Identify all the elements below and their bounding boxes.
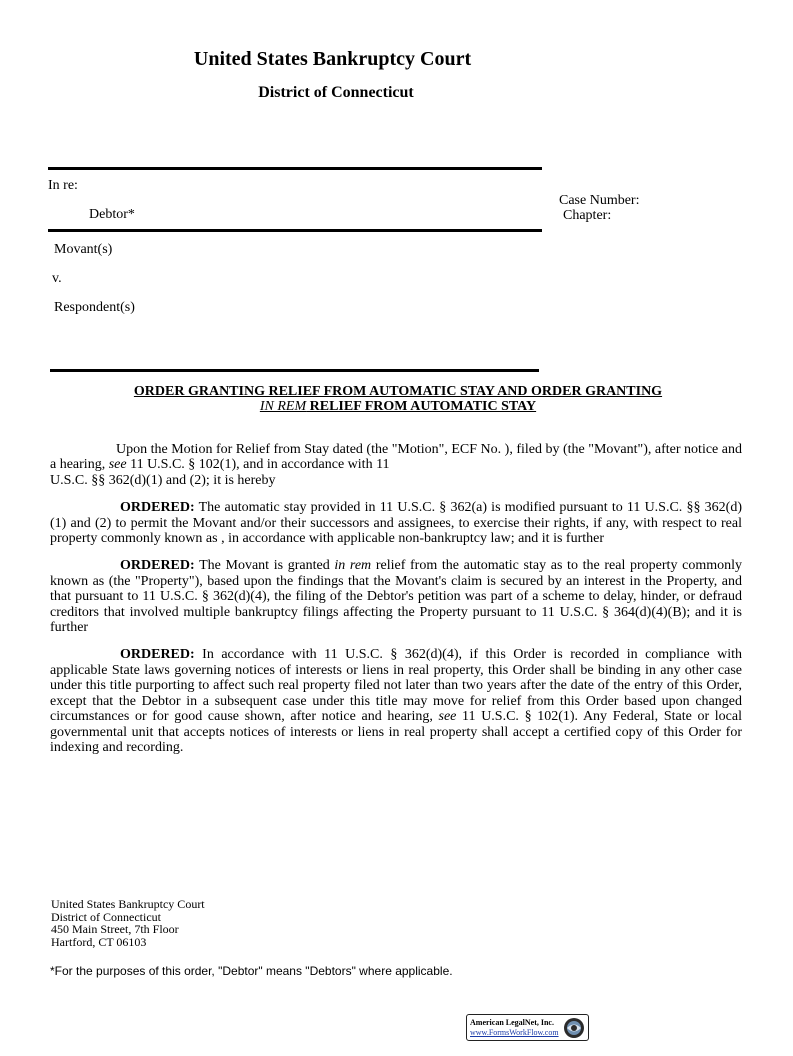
debtor-label: Debtor* bbox=[89, 207, 135, 222]
para4-see: see bbox=[438, 709, 457, 725]
order-title bbox=[60, 384, 736, 414]
para3-in-rem: in rem bbox=[334, 558, 372, 574]
para1-text-a: Upon the Motion for Relief from Stay dated (the "Motion", ECF No. ), filed by (the "Movant"), after notice and a hearing, bbox=[50, 442, 742, 473]
debtor-footnote: *For the purposes of this order, "Debtor" means "Debtors" where applicable. bbox=[50, 964, 453, 978]
address-line: Hartford, CT 06103 bbox=[51, 934, 147, 949]
order-title-line2 bbox=[60, 399, 736, 414]
order-body bbox=[50, 442, 742, 767]
para4-text-a: In accordance with 11 U.S.C. § 362(d)(4), if this Order is recorded in compliance with applicable State laws governing notices of interests or liens in real property, this Order shall be binding in any other case under this title purporting to affect such real property filed not later than two years after the date of the entry of this Order, except that the Debtor in a subsequent case under this title may move for relief from this Order based upon changed circumstances or for good cause shown, after notice and hearing, bbox=[50, 647, 742, 725]
para3-text-b: relief from the automatic stay as to the real property commonly known as (the "Property"), based upon the findings that the Movant's claim is secured by an interest in the Property, and that pursuant to 11 U.S.C. § 362(d)(4), the filing of the Debtor's petition was part of a scheme to delay, hinder, or defraud creditors that involved multiple bankruptcy filings affecting the Property pursuant to 11 U.S.C. § 364(d)(4)(B); and it is further bbox=[50, 558, 742, 636]
address-line: United States Bankruptcy Court bbox=[51, 897, 205, 911]
district-title: District of Connecticut bbox=[258, 84, 414, 101]
para4-text-b: 11 U.S.C. § 102(1). Any Federal, State or local governmental unit that accepts notices of interests or liens in real property shall accept a certified copy of this Order for indexing and recording. bbox=[50, 709, 743, 755]
respondent-label: Respondent(s) bbox=[54, 300, 135, 315]
para1-see: see bbox=[108, 457, 127, 473]
ordered-label-2: ORDERED: bbox=[120, 558, 195, 574]
paragraph-ordered-3 bbox=[50, 647, 742, 755]
caption-bottom-rule bbox=[50, 369, 539, 372]
para3-text-a: The Movant is granted bbox=[194, 558, 335, 574]
movant-label: Movant(s) bbox=[54, 242, 113, 257]
order-title-line2-text: RELIEF FROM AUTOMATIC STAY bbox=[306, 399, 537, 414]
paragraph-ordered-2 bbox=[50, 558, 742, 635]
globe-logo-icon bbox=[563, 1017, 585, 1039]
caption-mid-rule bbox=[48, 229, 542, 232]
address-line: District of Connecticut bbox=[51, 909, 161, 924]
order-title-line1: ORDER GRANTING RELIEF FROM AUTOMATIC STAY AND ORDER GRANTING bbox=[133, 384, 663, 399]
para1-text-c: U.S.C. §§ 362(d)(1) and (2); it is hereby bbox=[50, 472, 276, 488]
chapter-label: Chapter: bbox=[563, 208, 612, 223]
badge-url-link[interactable]: www.FormsWorkFlow.com bbox=[470, 1028, 559, 1037]
caption-top-rule bbox=[48, 167, 542, 170]
paragraph-ordered-1 bbox=[50, 500, 742, 546]
in-rem-title: IN REM bbox=[259, 399, 307, 414]
address-line: 450 Main Street, 7th Floor bbox=[51, 922, 179, 936]
ordered-label-3: ORDERED: bbox=[120, 647, 195, 663]
case-number-label: Case Number: bbox=[559, 193, 640, 208]
in-re-label: In re: bbox=[48, 178, 78, 193]
badge-company-name: American LegalNet, Inc. bbox=[470, 1018, 554, 1027]
legalnet-badge[interactable] bbox=[466, 1014, 589, 1041]
court-address bbox=[51, 898, 205, 948]
para1-text-b: 11 U.S.C. § 102(1), and in accordance with 11 bbox=[126, 457, 390, 473]
court-title: United States Bankruptcy Court bbox=[193, 48, 472, 70]
versus-label: v. bbox=[52, 271, 62, 286]
para2-text: The automatic stay provided in 11 U.S.C. § 362(a) is modified pursuant to 11 U.S.C. §§ 362(d)(1) and (2) to permit the Movant and/or their successors and assignees, to exercise their rights, if any, with respect to real property commonly known as , in accordance with applicable non-bankruptcy law; and it is further bbox=[50, 500, 742, 547]
ordered-label-1: ORDERED: bbox=[120, 500, 195, 516]
paragraph-motion bbox=[50, 442, 742, 488]
